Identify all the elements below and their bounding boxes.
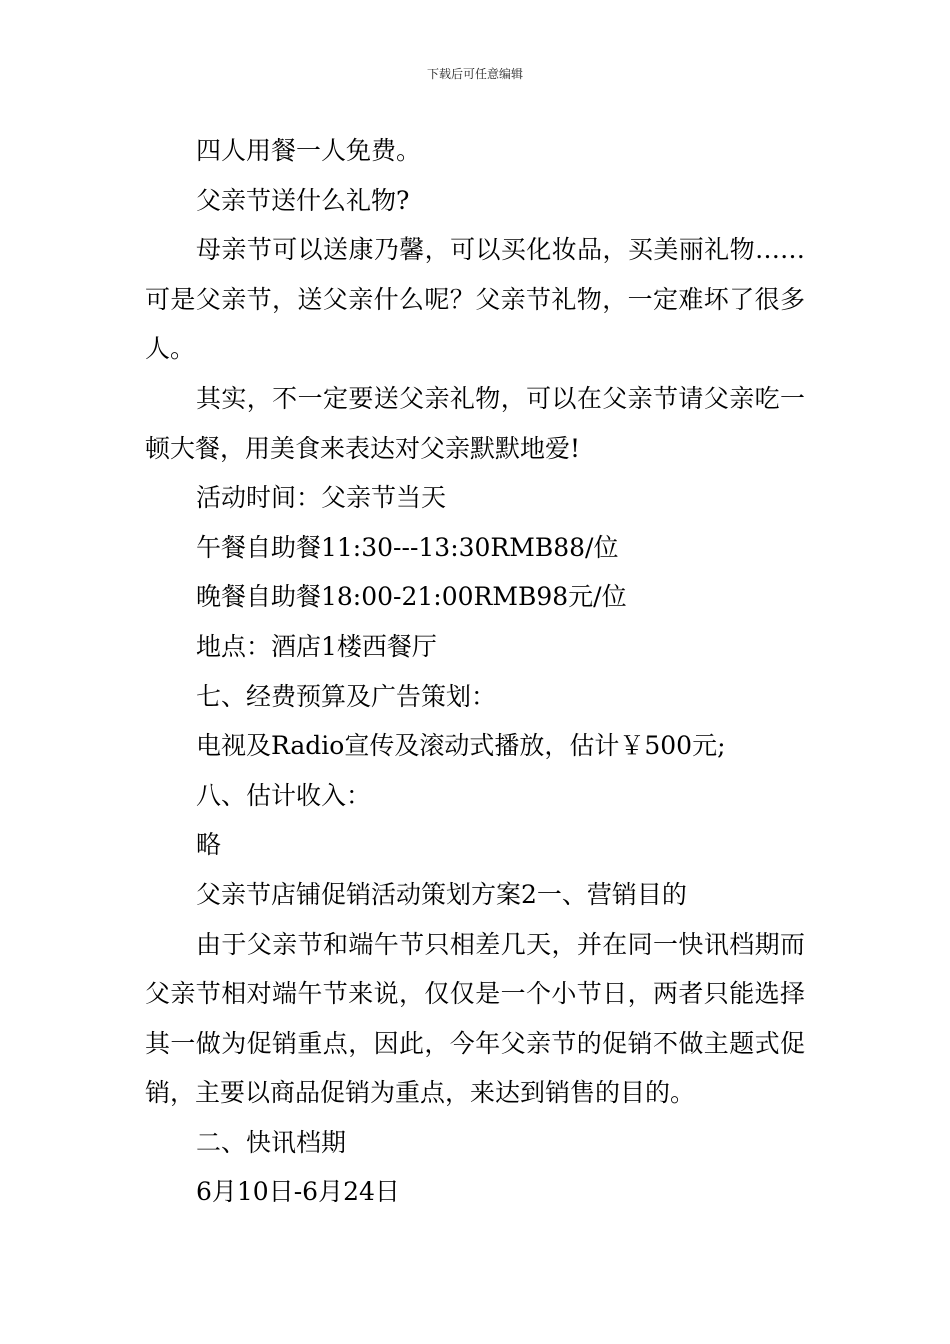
paragraph-free-meal: 四人用餐一人免费。 [196, 136, 422, 165]
section-heading-income: 八、估计收入： [196, 780, 372, 810]
paragraph-dinner-idea: 其实，不一定要送父亲礼物，可以在父亲节请父亲吃一顿大餐，用美食来表达对父亲默默地爱! [145, 383, 805, 463]
paragraph-event-time: 活动时间：父亲节当天 [196, 483, 447, 513]
paragraph-lunch-buffet: 午餐自助餐11:30---13:30RMB88/位 [196, 532, 619, 562]
section-heading-flyer-period: 二、快讯档期 [196, 1127, 347, 1157]
section-heading-plan-2: 父亲节店铺促销活动策划方案2一、营销目的 [196, 879, 687, 909]
paragraph-location: 地点：酒店1楼西餐厅 [196, 631, 437, 661]
paragraph-mothers-day: 母亲节可以送康乃馨，可以买化妆品，买美丽礼物……可是父亲节，送父亲什么呢？父亲节礼物，一定难坏了很多人。 [145, 235, 805, 364]
paragraph-gift-question: 父亲节送什么礼物? [196, 185, 410, 215]
section-heading-budget: 七、经费预算及广告策划： [196, 681, 497, 711]
paragraph-date-range: 6月10日-6月24日 [196, 1177, 400, 1207]
paragraph-marketing-goal: 由于父亲节和端午节只相差几天，并在同一快讯档期而父亲节相对端午节来说，仅仅是一个小节日，两者只能选择其一做为促销重点，因此，今年父亲节的促销不做主题式促销，主要以商品促销为重点，来达到销售的目的。 [145, 929, 805, 1108]
document-body [145, 126, 805, 1217]
page-header: 下载后可任意编辑 [426, 67, 523, 81]
paragraph-tv-radio: 电视及Radio宣传及滚动式播放，估计￥500元; [196, 731, 726, 761]
paragraph-dinner-buffet: 晚餐自助餐18:00-21:00RMB98元/位 [196, 582, 627, 612]
paragraph-omitted: 略 [196, 830, 222, 860]
